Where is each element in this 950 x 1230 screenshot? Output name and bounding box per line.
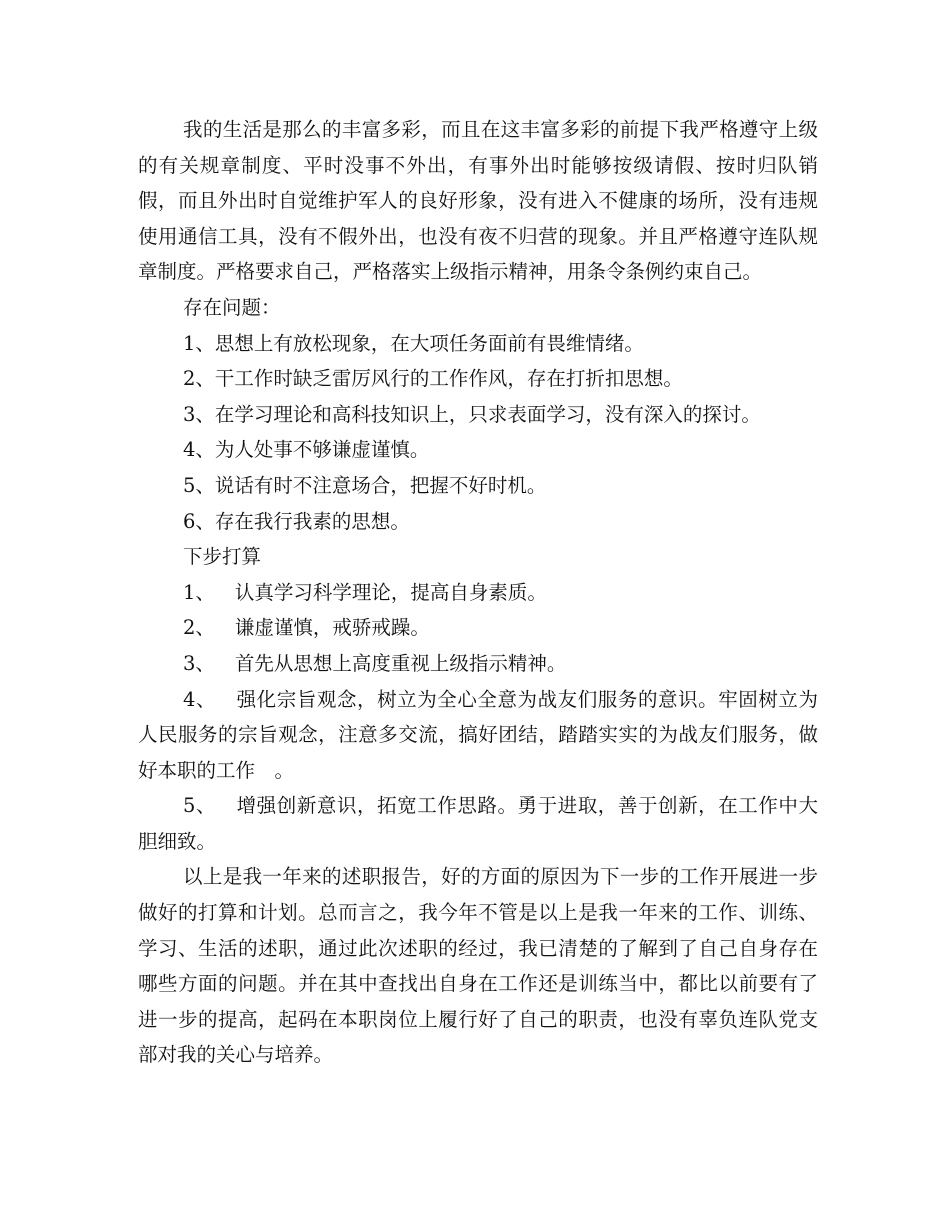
plans-heading: 下步打算 — [183, 545, 262, 569]
plan-item-1-text: 认真学习科学理论，提高自身素质。 — [234, 580, 547, 604]
plan-item-1-number: 1、 — [183, 580, 215, 604]
problem-item-6: 6、存在我行我素的思想。 — [183, 509, 410, 533]
problem-item-5: 5、说话有时不注意场合，把握不好时机。 — [183, 473, 547, 497]
document-page — [138, 112, 818, 1073]
plan-item-2-text: 谦虚谨慎，戒骄戒躁。 — [234, 616, 430, 640]
plan-item-3-text: 首先从思想上高度重视上级指示精神。 — [234, 651, 567, 675]
problem-item-3: 3、在学习理论和高科技知识上，只求表面学习，没有深入的探讨。 — [183, 402, 761, 426]
plan-item-2-number: 2、 — [183, 616, 215, 640]
problems-heading: 存在问题： — [183, 295, 281, 319]
plan-item-5-number: 5、 — [183, 794, 217, 818]
paragraph-life: 我的生活是那么的丰富多彩，而且在这丰富多彩的前提下我严格遵守上级的有关规章制度、平时没事不外出，有事外出时能够按级请假、按时归队销假，而且外出时自觉维护军人的良好形象，没有进入不健康的场所，没有违规使用通信工具，没有不假外出，也没有夜不归营的现象。并且严格遵守连队规章制度。严格要求自己，严格落实上级指示精神，用条令条例约束自己。 — [138, 118, 818, 284]
plan-item-5-text: 增强创新意识，拓宽工作思路。勇于进取，善于创新，在工作中大胆细致。 — [138, 794, 818, 853]
plan-item-3-number: 3、 — [183, 651, 215, 675]
paragraph-summary: 以上是我一年来的述职报告，好的方面的原因为下一步的工作开展进一步做好的打算和计划。总而言之，我今年不管是以上是我一年来的工作、训练、学习、生活的述职，通过此次述职的经过，我已清楚的了解到了自己自身存在哪些方面的问题。并在其中查找出自身在工作还是训练当中，都比以前要有了进一步的提高，起码在本职岗位上履行好了自己的职责，也没有辜负连队党支部对我的关心与培养。 — [138, 865, 818, 1067]
plan-item-4-text: 强化宗旨观念，树立为全心全意为战友们服务的意识。牢固树立为人民服务的宗旨观念，注意多交流，搞好团结，踏踏实实的为战友们服务，做好本职的工作 。 — [138, 687, 818, 782]
problem-item-2: 2、干工作时缺乏雷厉风行的工作作风，存在打折扣思想。 — [183, 367, 683, 391]
plan-item-1 — [138, 575, 818, 611]
plan-item-4 — [138, 682, 818, 789]
plan-item-3 — [138, 646, 818, 682]
plan-item-5 — [138, 788, 818, 859]
problem-item-4: 4、为人处事不够谦虚谨慎。 — [183, 438, 430, 462]
plan-item-4-number: 4、 — [183, 687, 217, 711]
plan-item-2 — [138, 610, 818, 646]
problem-item-1: 1、思想上有放松现象，在大项任务面前有畏维情绪。 — [183, 331, 644, 355]
